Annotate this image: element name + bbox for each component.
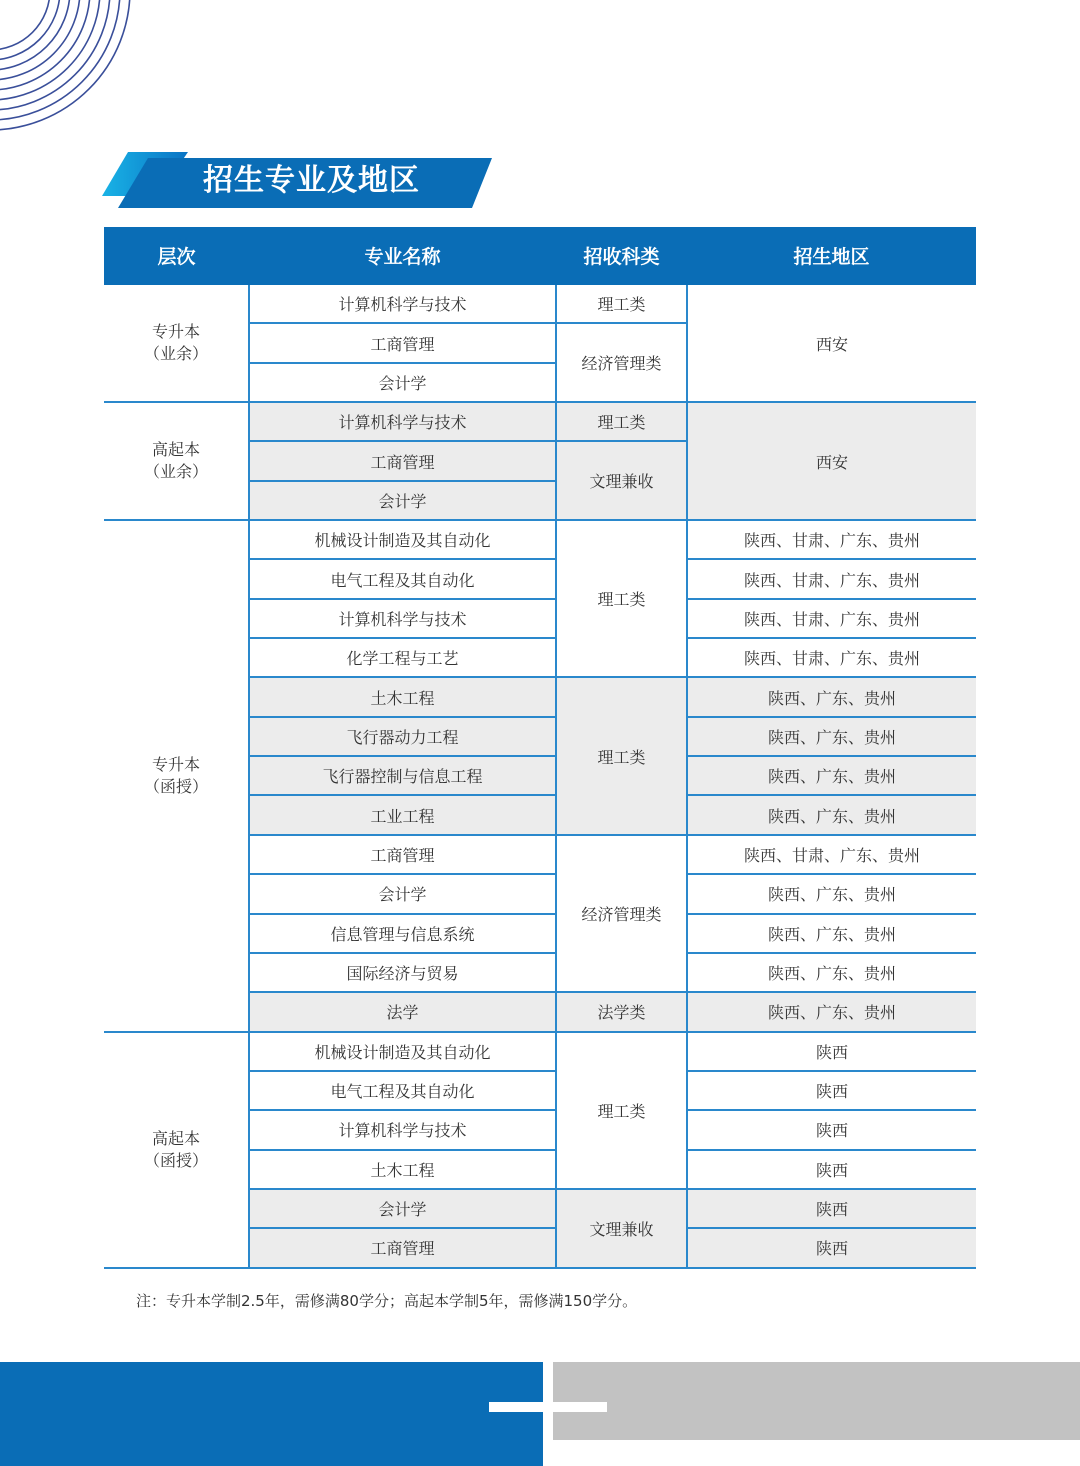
footer-white-bar	[489, 1402, 607, 1412]
region-cell: 陕西、广东、贵州	[687, 914, 976, 953]
major-cell: 法学	[249, 992, 556, 1031]
category-cell: 理工类	[556, 402, 687, 441]
level-cell	[104, 402, 249, 520]
major-cell: 飞行器动力工程	[249, 717, 556, 756]
level-cell	[104, 520, 249, 1031]
major-cell: 电气工程及其自动化	[249, 1071, 556, 1110]
region-cell: 西安	[687, 284, 976, 402]
footer-blue-block	[0, 1362, 543, 1466]
major-cell: 机械设计制造及其自动化	[249, 520, 556, 559]
major-cell: 会计学	[249, 363, 556, 402]
major-cell: 工商管理	[249, 323, 556, 362]
major-cell: 机械设计制造及其自动化	[249, 1032, 556, 1071]
table-row	[104, 1032, 976, 1071]
major-cell: 会计学	[249, 1189, 556, 1228]
region-cell: 陕西、甘肃、广东、贵州	[687, 599, 976, 638]
major-cell: 电气工程及其自动化	[249, 559, 556, 598]
category-cell: 理工类	[556, 1032, 687, 1189]
table-row	[104, 284, 976, 323]
region-cell: 陕西、广东、贵州	[687, 795, 976, 834]
level-mode: （业余）	[143, 344, 208, 364]
region-cell: 陕西、广东、贵州	[687, 756, 976, 795]
major-cell: 工业工程	[249, 795, 556, 834]
region-cell: 陕西	[687, 1150, 976, 1189]
region-cell: 陕西	[687, 1228, 976, 1267]
header-region: 招生地区	[687, 227, 976, 284]
major-cell: 土木工程	[249, 1150, 556, 1189]
region-cell: 陕西、广东、贵州	[687, 874, 976, 913]
level-mode: （业余）	[143, 462, 208, 482]
category-cell: 经济管理类	[556, 835, 687, 992]
table-body	[104, 284, 976, 1268]
category-cell: 文理兼收	[556, 441, 687, 520]
region-cell: 陕西、广东、贵州	[687, 992, 976, 1031]
category-cell: 理工类	[556, 677, 687, 834]
header-major: 专业名称	[249, 227, 556, 284]
major-cell: 计算机科学与技术	[249, 284, 556, 323]
major-cell: 信息管理与信息系统	[249, 914, 556, 953]
major-cell: 计算机科学与技术	[249, 1110, 556, 1149]
header-level: 层次	[104, 227, 249, 284]
major-cell: 工商管理	[249, 835, 556, 874]
major-cell: 土木工程	[249, 677, 556, 716]
table-header-row	[104, 227, 976, 284]
region-cell: 陕西	[687, 1110, 976, 1149]
table-row	[104, 520, 976, 559]
footer-gray-block	[553, 1362, 1080, 1440]
region-cell: 陕西	[687, 1189, 976, 1228]
region-cell: 陕西、广东、贵州	[687, 677, 976, 716]
level-mode: （函授）	[143, 1150, 208, 1170]
enrollment-table-container	[104, 227, 976, 1269]
decorative-arcs	[0, 0, 140, 140]
region-cell: 西安	[687, 402, 976, 520]
region-cell: 陕西、广东、贵州	[687, 953, 976, 992]
category-cell: 理工类	[556, 520, 687, 677]
major-cell: 飞行器控制与信息工程	[249, 756, 556, 795]
major-cell: 化学工程与工艺	[249, 638, 556, 677]
region-cell: 陕西	[687, 1032, 976, 1071]
major-cell: 会计学	[249, 481, 556, 520]
level-cell	[104, 284, 249, 402]
footnote: 注：专升本学制2.5年，需修满80学分；高起本学制5年，需修满150学分。	[136, 1292, 638, 1310]
level-name: 高起本	[151, 440, 200, 460]
enrollment-table	[104, 227, 976, 1269]
section-title: 招生专业及地区	[203, 163, 420, 198]
level-name: 专升本	[151, 322, 200, 342]
major-cell: 会计学	[249, 874, 556, 913]
category-cell: 理工类	[556, 284, 687, 323]
category-cell: 经济管理类	[556, 323, 687, 402]
region-cell: 陕西、广东、贵州	[687, 717, 976, 756]
region-cell: 陕西、甘肃、广东、贵州	[687, 559, 976, 598]
section-title-banner	[100, 150, 500, 212]
header-category: 招收科类	[556, 227, 687, 284]
level-name: 高起本	[151, 1128, 200, 1148]
level-name: 专升本	[151, 754, 200, 774]
major-cell: 计算机科学与技术	[249, 402, 556, 441]
major-cell: 工商管理	[249, 1228, 556, 1267]
major-cell: 工商管理	[249, 441, 556, 480]
category-cell: 文理兼收	[556, 1189, 687, 1268]
region-cell: 陕西、甘肃、广东、贵州	[687, 835, 976, 874]
level-mode: （函授）	[143, 776, 208, 796]
table-row	[104, 402, 976, 441]
level-cell	[104, 1032, 249, 1268]
category-cell: 法学类	[556, 992, 687, 1031]
major-cell: 国际经济与贸易	[249, 953, 556, 992]
region-cell: 陕西	[687, 1071, 976, 1110]
major-cell: 计算机科学与技术	[249, 599, 556, 638]
region-cell: 陕西、甘肃、广东、贵州	[687, 520, 976, 559]
region-cell: 陕西、甘肃、广东、贵州	[687, 638, 976, 677]
